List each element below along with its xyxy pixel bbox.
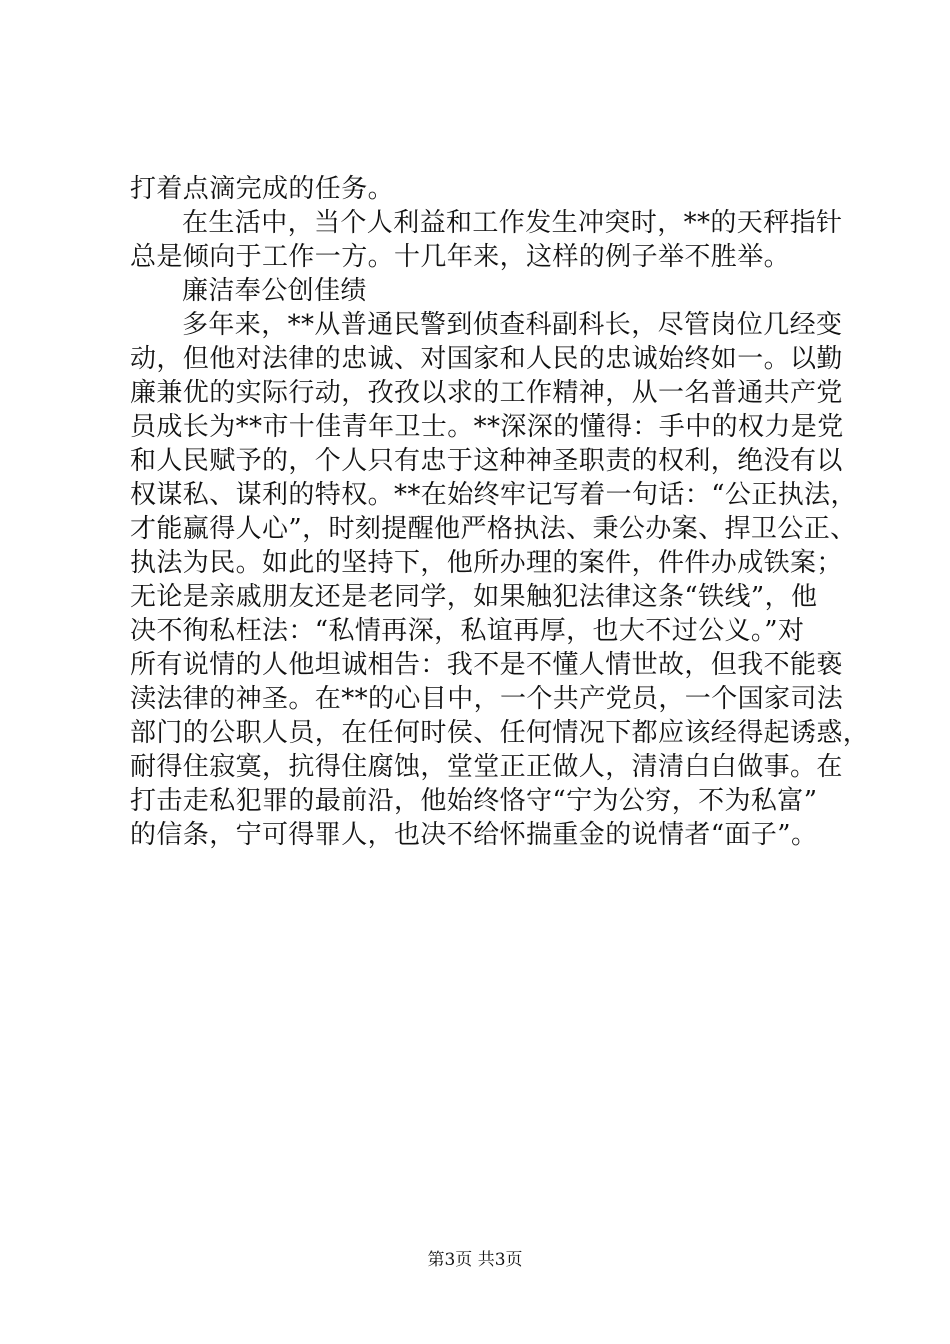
- text-line: 和人民赋予的，个人只有忠于这种神圣职责的权利，绝没有以: [130, 446, 843, 476]
- text-line: 部门的公职人员，在任何时侯、任何情况下都应该经得起诱惑，: [130, 718, 870, 748]
- text-line: 才能赢得人心”，时刻提醒他严格执法、秉公办案、捍卫公正、: [130, 514, 857, 544]
- text-line: 廉兼优的实际行动，孜孜以求的工作精神，从一名普通共产党: [130, 378, 843, 408]
- text-line: 权谋私、谋利的特权。**在始终牢记写着一句话：“公正执法，: [130, 480, 857, 510]
- text-line: 动，但他对法律的忠诚、对国家和人民的忠诚始终如一。以勤: [130, 344, 843, 374]
- text-line: 在生活中，当个人利益和工作发生冲突时，**的天秤指针: [182, 208, 843, 238]
- text-line: 所有说情的人他坦诚相告：我不是不懂人情世故，但我不能亵: [130, 650, 843, 680]
- text-line: 耐得住寂寞，抗得住腐蚀，堂堂正正做人，清清白白做事。在: [130, 752, 843, 782]
- text-line: 的信条，宁可得罪人，也决不给怀揣重金的说情者“面子”。: [130, 820, 818, 850]
- text-line: 渎法律的神圣。在**的心目中，一个共产党员，一个国家司法: [130, 684, 844, 714]
- document-body: [130, 172, 870, 852]
- text-line: 打着点滴完成的任务。: [130, 174, 395, 204]
- text-line: 员成长为**市十佳青年卫士。**深深的懂得：手中的权力是党: [130, 412, 844, 442]
- page-footer: [0, 1245, 950, 1270]
- text-line: 无论是亲戚朋友还是老同学，如果触犯法律这条“铁线”，他: [130, 582, 818, 612]
- text-line: 执法为民。如此的坚持下，他所办理的案件，件件办成铁案；: [130, 548, 843, 578]
- section-heading: 廉洁奉公创佳绩: [182, 276, 367, 306]
- text-line: 总是倾向于工作一方。十几年来，这样的例子举不胜举。: [130, 242, 791, 272]
- text-line: 多年来，**从普通民警到侦查科副科长，尽管岗位几经变: [182, 310, 843, 340]
- text-line: 决不徇私枉法：“私情再深，私谊再厚，也大不过公义。”对: [130, 616, 805, 646]
- page-number: 第3页 共3页: [427, 1250, 523, 1270]
- text-line: 打击走私犯罪的最前沿，他始终恪守“宁为公穷，不为私富”: [130, 786, 818, 816]
